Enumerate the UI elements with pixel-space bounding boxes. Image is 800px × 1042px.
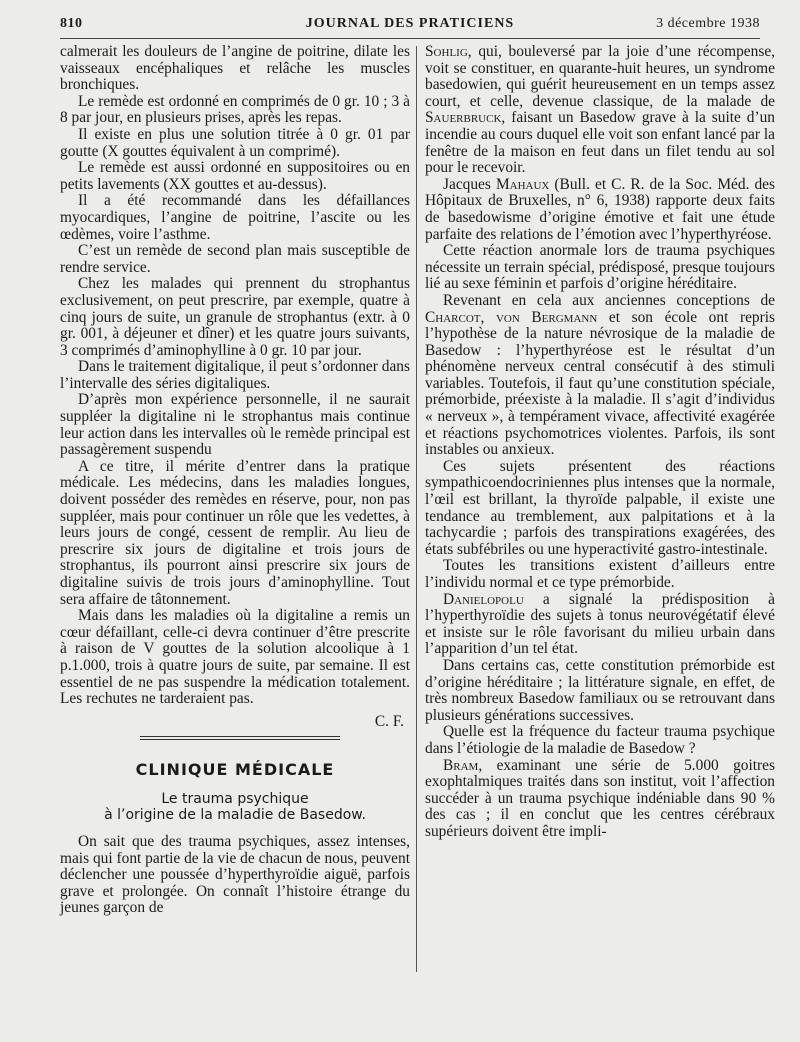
author-name: Mahaux (495, 175, 550, 193)
paragraph: Le remède est ordonné en comprimés de 0 gr. 10 ; 3 à 8 par jour, en plusieurs prises, après les repas. (60, 92, 410, 127)
journal-title: JOURNAL DES PRATICIENS (305, 16, 515, 31)
column-rule (416, 46, 417, 972)
paragraph: Sohlig, qui, bouleversé par la joie d’une récompense, voit se constituer, en quarante-huit heures, un syndrome basedowien, qui guérit heureusement en un temps assez court, et celle, devenue classique, de la malade de Sauerbruck, faisant un Basedow grave à la suite d’un incendie au cours duquel elle voit son enfant lancé par la fenêtre de la maison en feut dans un filet tendu au sol pour le recevoir. (425, 43, 775, 177)
paragraph: C’est un remède de second plan mais susceptible de rendre service. (60, 242, 410, 276)
left-column (60, 44, 410, 917)
paragraph: Mais dans les maladies où la digitaline a remis un cœur défaillant, celle-ci devra continuer d’être prescrite à raison de V gouttes de la solution alcoolique à 1 p.1.000, trois à quatre jours de suite, par semaine. Il est essentiel de ne pas suspendre la médication totalement. Les rechutes ne tarderaient pas. (60, 607, 410, 708)
paragraph: D’après mon expérience personnelle, il ne saurait suppléer la digitaline ni le strophantus mais continue leur action dans les intervalles où le remède principal est passagèrement suspendu (60, 391, 410, 459)
paragraph: Dans le traitement digitalique, il peut s’ordonner dans l’intervalle des séries digitaliques. (60, 358, 410, 392)
paragraph: Ces sujets présentent des réactions sympathicoendocriniennes plus intenses que la normale, l’œil est brillant, la thyroïde palpable, il existe une tendance au tremblement, aux palpitations et à la tachycardie ; parfois des transpirations exagérées, des états subfébriles ou une hyperactivité gastro-intestinale. (425, 457, 775, 558)
paragraph: Chez les malades qui prennent du strophantus exclusivement, on peut prescrire, par exemple, quatre à cinq jours de suite, un granule de strophantus (extr. à 0 gr. 001, à déjeuner et dîner) et les quatre jours suivants, 3 comprimés d’aminophylline à 0 gr. 10 par jour. (60, 275, 410, 359)
paragraph: Cette réaction anormale lors de trauma psychiques nécessite un terrain spécial, prédisposé, presque toujours lié au sexe féminin et parfois d’origine héréditaire. (425, 242, 775, 293)
paragraph: Quelle est la fréquence du facteur trauma psychique dans l’étiologie de la maladie de Basedow ? (425, 723, 775, 757)
paragraph: A ce titre, il mérite d’entrer dans la pratique médicale. Les médecins, dans les maladies longues, doivent posséder des remèdes en réserve, pour, non pas suppléer, mais pour continuer un rôle que les vedettes, à leurs jours de congé, cessent de remplir. Au lieu de prescrire six jours de digitaline et trois jours de strophantus, ils pourront ainsi prescrire six jours de digitaline suivis de trois jours d’aminophylline. Tout sera affaire de tâtonnement. (60, 457, 410, 608)
paragraph: Il a été recommandé dans les défaillances myocardiques, l’angine de poitrine, l’ascite ou les œdèmes, voire l’asthme. (60, 192, 410, 243)
article-title-line: Le trauma psychique (161, 790, 309, 807)
page-number: 810 (60, 16, 83, 31)
author-name: Charcot, von Bergmann (425, 308, 598, 326)
paragraph: Il existe en plus une solution titrée à 0 gr. 01 par goutte (X gouttes équivalent à un comprimé). (60, 125, 410, 160)
author-name: Danielopolu (443, 590, 524, 608)
author-name: Sohlig (425, 43, 468, 60)
author-name: Sauerbruck (425, 109, 502, 127)
paragraph: Bram, examinant une série de 5.000 goitres exophtalmiques traités dans son institut, voit l’affection succéder à un trauma psychique indéniable dans 90 % des cas ; il en conclut que les centres cérébraux supérieurs doivent être impli- (425, 756, 775, 840)
paragraph: Jacques Mahaux (Bull. et C. R. de la Soc. Méd. des Hôpitaux de Bruxelles, n° 6, 1938) rapporte deux faits de basedowisme d’origine émotive et fait une étude parfaite des relations de l’émotion avec l’hyperthyréose. (425, 175, 776, 243)
running-header (60, 14, 760, 39)
paragraph: Le remède est aussi ordonné en suppositoires ou en petits lavements (XX gouttes et au-dessus). (60, 159, 410, 193)
author-name: Bram (443, 756, 479, 774)
author-signature: C. F. (374, 712, 404, 730)
paragraph: calmerait les douleurs de l’angine de poitrine, dilate les vaisseaux encéphaliques et relâche les muscles bronchiques. (60, 43, 410, 94)
right-column (425, 44, 775, 841)
paragraph: Revenant en cela aux anciennes conceptions de Charcot, von Bergmann et son école ont repris l’hypothèse de la nature névrosique de la maladie de Basedow : l’hyperthyréose est le résultat d’un phénomène nerveux central consécutif à des stimuli variables. Toutefois, il faut qu’une constitution spéciale, prémorbide, préexiste à la maladie. Il s’agit d’individus « nerveux », à tempérament vivace, affectivité exagérée et réactions psychomotrices violentes. Parfois, ils sont instables ou anxieux. (425, 291, 775, 459)
article-title (60, 791, 410, 824)
paragraph: Toutes les transitions existent d’ailleurs entre l’individu normal et ce type prémorbide. (425, 557, 775, 591)
paragraph: On sait que des trauma psychiques, assez intenses, mais qui font partie de la vie de chacun de nous, peuvent déclencher une poussée d’hyperthyroïdie aiguë, parfois grave et prolongée. On connaît l’histoire étrange du jeunes garçon de (60, 832, 410, 917)
article-title-line: à l’origine de la maladie de Basedow. (104, 807, 366, 824)
separator-rule (140, 736, 340, 740)
section-heading: CLINIQUE MÉDICALE (135, 760, 335, 780)
paragraph: Dans certains cas, cette constitution prémorbide est d’origine héréditaire ; la littérature signale, en effet, de très nombreux Basedow familiaux ou se retrouvant dans plusieurs générations successives. (425, 656, 775, 724)
paragraph: Danielopolu a signalé la prédisposition à l’hyperthyroïdie des sujets à tonus neurovégétatif élevé et insiste sur le rôle favorisant du milieu urbain dans l’apparition d’un tel état. (425, 590, 775, 658)
issue-date: 3 décembre 1938 (656, 16, 760, 31)
